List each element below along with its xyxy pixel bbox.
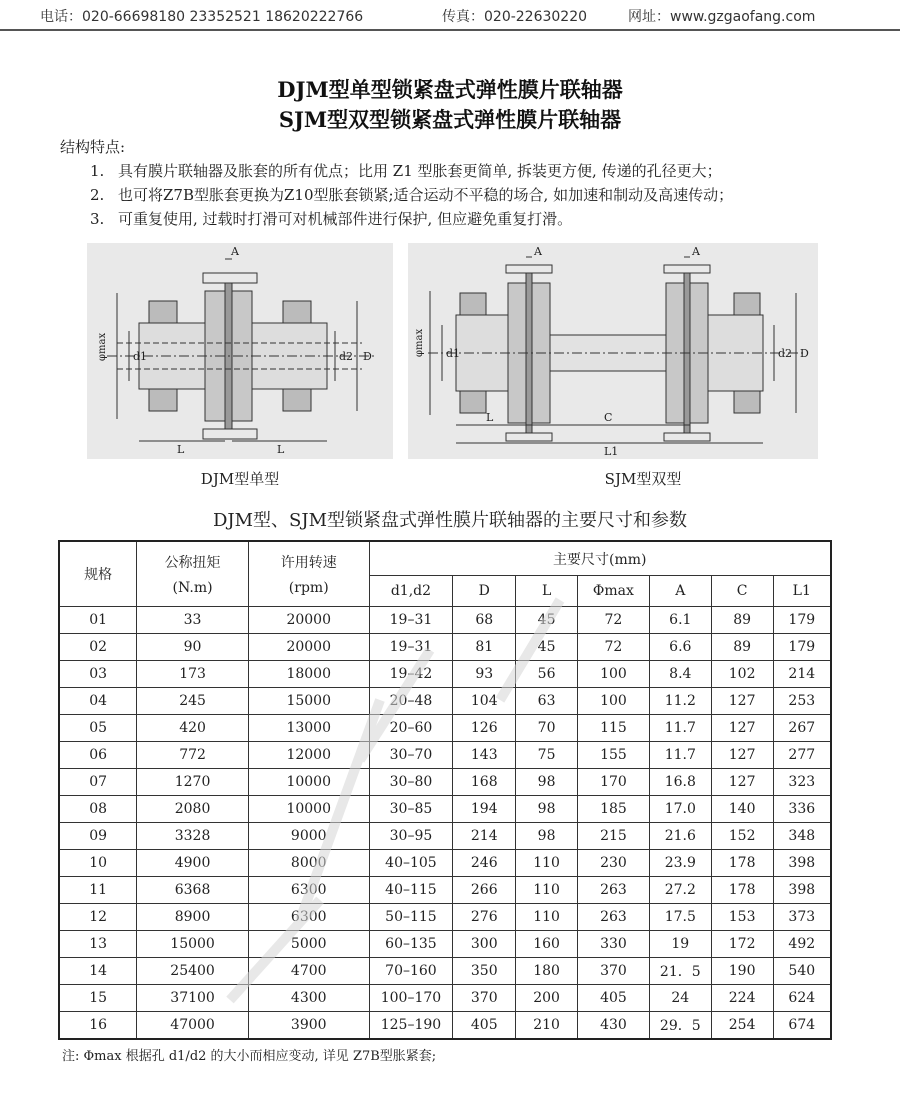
feature-text: 可重复使用, 过载时打滑可对机械部件进行保护, 但应避免重复打滑。 — [118, 210, 573, 228]
table-cell: 172 — [711, 931, 773, 958]
table-cell: 126 — [453, 715, 516, 742]
table-row — [59, 985, 831, 1012]
table-cell: 214 — [773, 661, 831, 688]
dim-D-label: D — [363, 350, 372, 363]
table-cell: 20–60 — [369, 715, 453, 742]
dim-C-label: C — [604, 411, 613, 424]
table-cell: 15000 — [248, 688, 369, 715]
table-cell: 9000 — [248, 823, 369, 850]
table-cell: 115 — [578, 715, 650, 742]
dim-phimax-label: φmax — [414, 328, 425, 357]
sjm-drawing — [408, 243, 818, 459]
table-cell: 194 — [453, 796, 516, 823]
header-dimensions: 主要尺寸(mm) — [369, 541, 831, 576]
table-cell: 277 — [773, 742, 831, 769]
features-heading: 结构特点: — [60, 138, 126, 156]
table-cell: 45 — [516, 634, 578, 661]
table-cell: 14 — [59, 958, 137, 985]
table-cell: 12000 — [248, 742, 369, 769]
dim-d1-label: d1 — [446, 347, 461, 360]
table-cell: 1270 — [137, 769, 249, 796]
table-cell: 06 — [59, 742, 137, 769]
table-row — [59, 688, 831, 715]
table-cell: 16.8 — [649, 769, 711, 796]
table-cell: 16 — [59, 1012, 137, 1040]
spec-table — [58, 540, 832, 1040]
table-row — [59, 634, 831, 661]
table-cell: 10 — [59, 850, 137, 877]
table-cell: 214 — [453, 823, 516, 850]
table-cell: 245 — [137, 688, 249, 715]
dim-L1-label: L1 — [604, 445, 619, 458]
djm-caption: DJM型单型 — [200, 470, 280, 488]
table-row — [59, 931, 831, 958]
table-cell: 6300 — [248, 904, 369, 931]
header-torque — [137, 541, 249, 607]
dim-a-label: A — [231, 245, 239, 258]
table-cell: 21．5 — [649, 958, 711, 985]
djm-diagram — [87, 243, 393, 459]
header-L: L — [516, 576, 578, 607]
table-cell: 6.1 — [649, 607, 711, 634]
feature-num: 3. — [90, 210, 105, 228]
table-cell: 20–48 — [369, 688, 453, 715]
table-cell: 127 — [711, 769, 773, 796]
table-cell: 125–190 — [369, 1012, 453, 1040]
table-cell: 19–31 — [369, 607, 453, 634]
table-cell: 17.0 — [649, 796, 711, 823]
table-cell: 173 — [137, 661, 249, 688]
table-row — [59, 742, 831, 769]
table-cell: 100 — [578, 688, 650, 715]
table-cell: 160 — [516, 931, 578, 958]
table-cell: 210 — [516, 1012, 578, 1040]
dim-d1-label: d1 — [133, 350, 148, 363]
table-cell: 405 — [453, 1012, 516, 1040]
dim-D-label: D — [800, 347, 809, 360]
table-cell: 21.6 — [649, 823, 711, 850]
table-cell: 230 — [578, 850, 650, 877]
table-cell: 18000 — [248, 661, 369, 688]
table-cell: 178 — [711, 877, 773, 904]
dim-a-label: A — [692, 245, 700, 258]
feature-num: 2. — [90, 186, 105, 204]
table-cell: 2080 — [137, 796, 249, 823]
sjm-diagram — [408, 243, 818, 459]
dim-L-label: L — [177, 443, 185, 456]
table-cell: 348 — [773, 823, 831, 850]
table-cell: 373 — [773, 904, 831, 931]
header-phimax: Φmax — [578, 576, 650, 607]
table-cell: 190 — [711, 958, 773, 985]
table-cell: 98 — [516, 769, 578, 796]
djm-drawing — [87, 243, 393, 459]
header-speed-unit: (rpm) — [288, 580, 329, 596]
table-cell: 10000 — [248, 796, 369, 823]
table-cell: 127 — [711, 742, 773, 769]
table-cell: 93 — [453, 661, 516, 688]
table-row — [59, 715, 831, 742]
dim-L-label: L — [486, 411, 494, 424]
table-cell: 40–115 — [369, 877, 453, 904]
table-title: DJM型、SJM型锁紧盘式弹性膜片联轴器的主要尺寸和参数 — [212, 510, 688, 531]
table-cell: 127 — [711, 688, 773, 715]
feature-text: 也可将Z7B型胀套更换为Z10型胀套锁紧;适合运动不平稳的场合, 如加速和制动及高速传动； — [118, 186, 734, 204]
table-row — [59, 958, 831, 985]
table-cell: 15000 — [137, 931, 249, 958]
table-cell: 102 — [711, 661, 773, 688]
table-cell: 98 — [516, 796, 578, 823]
table-cell: 263 — [578, 877, 650, 904]
table-cell: 02 — [59, 634, 137, 661]
table-cell: 17.5 — [649, 904, 711, 931]
table-cell: 127 — [711, 715, 773, 742]
table-cell: 276 — [453, 904, 516, 931]
table-cell: 263 — [578, 904, 650, 931]
table-cell: 08 — [59, 796, 137, 823]
table-cell: 19 — [649, 931, 711, 958]
website-link[interactable]: 网址：www.gzgaofang.com — [628, 9, 816, 25]
table-cell: 6368 — [137, 877, 249, 904]
feature-text: 具有膜片联轴器及胀套的所有优点；比用 Z1 型胀套更简单, 拆装更方便, 传递的孔径更大； — [118, 162, 722, 180]
table-row — [59, 904, 831, 931]
table-cell: 81 — [453, 634, 516, 661]
feature-num: 1. — [90, 162, 105, 180]
spec-table-body — [59, 607, 831, 1040]
header-A: A — [649, 576, 711, 607]
table-cell: 27.2 — [649, 877, 711, 904]
table-cell: 179 — [773, 634, 831, 661]
header-divider — [0, 29, 900, 31]
table-cell: 3328 — [137, 823, 249, 850]
table-cell: 23.9 — [649, 850, 711, 877]
table-cell: 19–42 — [369, 661, 453, 688]
dim-a-label: A — [534, 245, 542, 258]
table-cell: 8000 — [248, 850, 369, 877]
header-D: D — [453, 576, 516, 607]
table-cell: 19–31 — [369, 634, 453, 661]
table-cell: 50–115 — [369, 904, 453, 931]
table-row — [59, 769, 831, 796]
table-cell: 30–95 — [369, 823, 453, 850]
table-cell: 72 — [578, 607, 650, 634]
table-cell: 90 — [137, 634, 249, 661]
table-cell: 09 — [59, 823, 137, 850]
table-cell: 152 — [711, 823, 773, 850]
table-cell: 05 — [59, 715, 137, 742]
table-cell: 772 — [137, 742, 249, 769]
table-cell: 47000 — [137, 1012, 249, 1040]
sjm-caption: SJM型双型 — [604, 470, 682, 488]
table-cell: 110 — [516, 850, 578, 877]
table-cell: 20000 — [248, 607, 369, 634]
table-cell: 200 — [516, 985, 578, 1012]
table-cell: 100 — [578, 661, 650, 688]
table-cell: 155 — [578, 742, 650, 769]
table-cell: 10000 — [248, 769, 369, 796]
table-cell: 185 — [578, 796, 650, 823]
feature-item-2 — [90, 184, 733, 205]
table-cell: 153 — [711, 904, 773, 931]
table-cell: 11.7 — [649, 715, 711, 742]
table-cell: 370 — [453, 985, 516, 1012]
table-cell: 68 — [453, 607, 516, 634]
feature-item-1 — [90, 160, 722, 181]
table-cell: 12 — [59, 904, 137, 931]
table-cell: 11.2 — [649, 688, 711, 715]
table-cell: 624 — [773, 985, 831, 1012]
table-cell: 398 — [773, 877, 831, 904]
header-speed-label: 许用转速 — [280, 555, 337, 571]
table-row — [59, 796, 831, 823]
footnote: 注: Φmax 根据孔 d1/d2 的大小而相应变动, 详见 Z7B型胀紧套; — [62, 1049, 437, 1064]
table-cell: 5000 — [248, 931, 369, 958]
table-cell: 89 — [711, 634, 773, 661]
table-cell: 6300 — [248, 877, 369, 904]
table-cell: 110 — [516, 877, 578, 904]
title-sjm: SJM型双型锁紧盘式弹性膜片联轴器 — [278, 107, 622, 132]
table-cell: 15 — [59, 985, 137, 1012]
table-cell: 4900 — [137, 850, 249, 877]
table-cell: 72 — [578, 634, 650, 661]
table-cell: 04 — [59, 688, 137, 715]
title-djm: DJM型单型锁紧盘式弹性膜片联轴器 — [277, 77, 623, 102]
table-row — [59, 1012, 831, 1040]
fax-text: 传真：020-22630220 — [442, 9, 588, 25]
table-cell: 98 — [516, 823, 578, 850]
phone-text: 电话：020-66698180 23352521 18620222766 — [40, 9, 364, 25]
table-cell: 07 — [59, 769, 137, 796]
header-spec: 规格 — [59, 541, 137, 607]
table-cell: 492 — [773, 931, 831, 958]
table-cell: 30–70 — [369, 742, 453, 769]
table-cell: 70 — [516, 715, 578, 742]
table-cell: 168 — [453, 769, 516, 796]
table-cell: 104 — [453, 688, 516, 715]
table-row — [59, 607, 831, 634]
table-cell: 60–135 — [369, 931, 453, 958]
table-cell: 336 — [773, 796, 831, 823]
table-cell: 24 — [649, 985, 711, 1012]
dim-phimax-label: φmax — [97, 332, 108, 361]
table-cell: 170 — [578, 769, 650, 796]
table-cell: 11 — [59, 877, 137, 904]
table-cell: 398 — [773, 850, 831, 877]
table-cell: 140 — [711, 796, 773, 823]
table-cell: 40–105 — [369, 850, 453, 877]
header-speed — [248, 541, 369, 607]
table-row — [59, 661, 831, 688]
table-cell: 3900 — [248, 1012, 369, 1040]
table-cell: 6.6 — [649, 634, 711, 661]
table-cell: 246 — [453, 850, 516, 877]
table-cell: 29．5 — [649, 1012, 711, 1040]
table-cell: 11.7 — [649, 742, 711, 769]
header-torque-unit: (N.m) — [172, 580, 213, 596]
table-cell: 4700 — [248, 958, 369, 985]
header-L1: L1 — [773, 576, 831, 607]
table-cell: 45 — [516, 607, 578, 634]
table-cell: 430 — [578, 1012, 650, 1040]
table-cell: 180 — [516, 958, 578, 985]
table-cell: 33 — [137, 607, 249, 634]
table-cell: 143 — [453, 742, 516, 769]
table-cell: 420 — [137, 715, 249, 742]
table-cell: 56 — [516, 661, 578, 688]
table-cell: 405 — [578, 985, 650, 1012]
table-cell: 253 — [773, 688, 831, 715]
table-cell: 13000 — [248, 715, 369, 742]
table-cell: 30–80 — [369, 769, 453, 796]
table-row — [59, 877, 831, 904]
table-cell: 370 — [578, 958, 650, 985]
header-torque-label: 公称扭矩 — [164, 555, 221, 571]
table-cell: 20000 — [248, 634, 369, 661]
table-cell: 179 — [773, 607, 831, 634]
table-cell: 178 — [711, 850, 773, 877]
contact-header — [0, 0, 900, 30]
table-cell: 674 — [773, 1012, 831, 1040]
table-cell: 70–160 — [369, 958, 453, 985]
table-cell: 323 — [773, 769, 831, 796]
table-cell: 540 — [773, 958, 831, 985]
table-cell: 267 — [773, 715, 831, 742]
table-cell: 224 — [711, 985, 773, 1012]
table-cell: 350 — [453, 958, 516, 985]
table-cell: 63 — [516, 688, 578, 715]
table-cell: 254 — [711, 1012, 773, 1040]
table-row — [59, 823, 831, 850]
table-cell: 8900 — [137, 904, 249, 931]
table-cell: 75 — [516, 742, 578, 769]
table-cell: 215 — [578, 823, 650, 850]
table-cell: 110 — [516, 904, 578, 931]
table-row — [59, 850, 831, 877]
table-cell: 300 — [453, 931, 516, 958]
table-cell: 8.4 — [649, 661, 711, 688]
header-C: C — [711, 576, 773, 607]
dim-d2-label: d2 — [778, 347, 793, 360]
table-cell: 13 — [59, 931, 137, 958]
table-cell: 266 — [453, 877, 516, 904]
feature-item-3 — [90, 208, 572, 229]
table-cell: 25400 — [137, 958, 249, 985]
table-cell: 330 — [578, 931, 650, 958]
table-cell: 37100 — [137, 985, 249, 1012]
table-cell: 03 — [59, 661, 137, 688]
dim-L-label: L — [277, 443, 285, 456]
dim-d2-label: d2 — [339, 350, 354, 363]
table-cell: 4300 — [248, 985, 369, 1012]
table-cell: 89 — [711, 607, 773, 634]
header-d1d2: d1,d2 — [369, 576, 453, 607]
table-cell: 01 — [59, 607, 137, 634]
table-cell: 100–170 — [369, 985, 453, 1012]
table-cell: 30–85 — [369, 796, 453, 823]
